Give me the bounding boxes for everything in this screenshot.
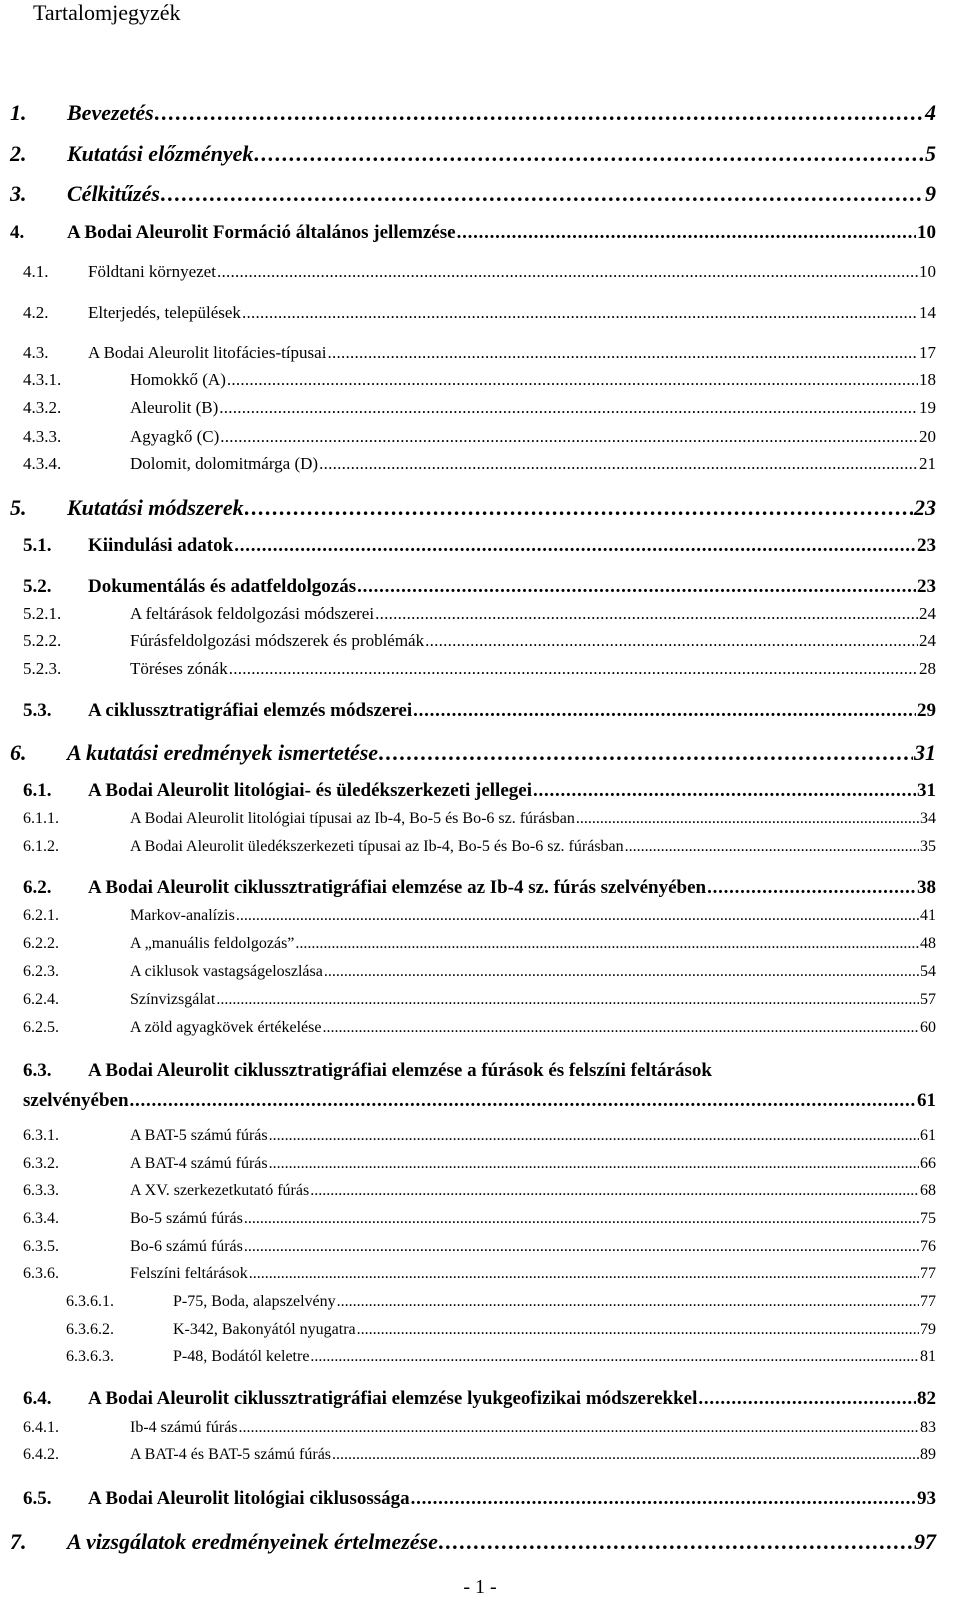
dot-leader bbox=[234, 535, 916, 557]
toc-entry-title: A zöld agyagkövek értékelése bbox=[130, 1019, 322, 1036]
toc-entry[interactable] bbox=[23, 659, 936, 679]
toc-entry[interactable] bbox=[23, 343, 936, 363]
dot-leader bbox=[269, 1127, 919, 1145]
toc-entry-title: A BAT-4 és BAT-5 számú fúrás bbox=[130, 1446, 332, 1463]
toc-entry-page: 31 bbox=[914, 740, 936, 765]
toc-entry-number: 5. bbox=[10, 495, 27, 520]
toc-entry[interactable] bbox=[23, 1127, 936, 1145]
toc-entry[interactable] bbox=[66, 1293, 936, 1311]
toc-entry[interactable] bbox=[23, 604, 936, 624]
toc-entry-page: 14 bbox=[919, 303, 936, 322]
toc-entry-title: A Bodai Aleurolit litológiai típusai az Ib-4, Bo-5 és Bo-6 sz. fúrásban bbox=[130, 810, 575, 827]
dot-leader bbox=[411, 1488, 916, 1510]
toc-entry-title: Homokkő (A) bbox=[130, 370, 226, 389]
toc-entry-page: 23 bbox=[917, 576, 936, 597]
toc-entry-page: 20 bbox=[919, 427, 936, 446]
dot-leader bbox=[245, 495, 913, 521]
toc-entry-page: 5 bbox=[925, 141, 936, 166]
toc-entry-page: 77 bbox=[920, 1265, 936, 1282]
toc-entry-number: 6.3.5. bbox=[23, 1238, 59, 1255]
toc-entry-page: 75 bbox=[920, 1210, 936, 1227]
toc-entry-number: 6.1.1. bbox=[23, 810, 59, 827]
toc-entry-page: 23 bbox=[914, 495, 936, 520]
toc-entry[interactable] bbox=[23, 700, 936, 722]
toc-entry[interactable] bbox=[10, 1529, 936, 1555]
toc-entry-page: 61 bbox=[920, 1127, 936, 1144]
dot-leader bbox=[244, 1238, 919, 1256]
toc-entry-number: 6.3.4. bbox=[23, 1210, 59, 1227]
toc-entry[interactable] bbox=[23, 427, 936, 447]
toc-entry-page: 68 bbox=[920, 1182, 936, 1199]
toc-entry-page: 77 bbox=[920, 1293, 936, 1310]
toc-entry[interactable] bbox=[23, 1182, 936, 1200]
toc-entry-title: Színvizsgálat bbox=[130, 991, 216, 1008]
toc-entry-number: 6.2.2. bbox=[23, 935, 59, 952]
dot-leader bbox=[216, 991, 919, 1009]
toc-entry-number: 4.3.4. bbox=[23, 454, 62, 473]
toc-entry-title: P-48, Bodától keletre bbox=[173, 1348, 310, 1365]
toc-entry-page: 4 bbox=[925, 100, 936, 125]
dot-leader bbox=[375, 604, 918, 624]
toc-entry-page: 57 bbox=[920, 991, 936, 1008]
toc-entry-title: A Bodai Aleurolit üledékszerkezeti típusai az Ib-4, Bo-5 és Bo-6 sz. fúrásban bbox=[130, 838, 624, 855]
toc-entry-title: Célkitűzés bbox=[67, 181, 160, 206]
toc-entry-title-continued: szelvényében bbox=[23, 1090, 129, 1111]
dot-leader bbox=[457, 222, 916, 244]
dot-leader bbox=[249, 1265, 919, 1283]
toc-entry[interactable] bbox=[23, 963, 936, 981]
toc-entry-title: Földtani környezet bbox=[88, 262, 216, 281]
toc-entry-number: 6.2.1. bbox=[23, 907, 59, 924]
toc-entry-title: Elterjedés, települések bbox=[88, 303, 241, 322]
toc-entry[interactable] bbox=[10, 141, 936, 167]
toc-entry-number: 4.1. bbox=[23, 262, 49, 281]
toc-entry-number: 6.3.3. bbox=[23, 1182, 59, 1199]
toc-entry[interactable] bbox=[23, 454, 936, 474]
toc-entry-title: Töréses zónák bbox=[130, 659, 228, 678]
toc-entry-page: 31 bbox=[917, 780, 936, 801]
toc-entry-title: A XV. szerkezetkutató fúrás bbox=[130, 1182, 310, 1199]
dot-leader bbox=[220, 427, 918, 447]
dot-leader bbox=[227, 370, 918, 390]
dot-leader bbox=[217, 262, 918, 282]
toc-entry-number: 4.2. bbox=[23, 303, 49, 322]
toc-entry[interactable] bbox=[23, 1060, 712, 1082]
toc-entry-number: 6.3.6.2. bbox=[66, 1321, 114, 1338]
dot-leader bbox=[357, 1321, 919, 1339]
toc-entry-page: 18 bbox=[919, 370, 936, 389]
toc-entry-title: P-75, Boda, alapszelvény bbox=[173, 1293, 336, 1310]
toc-entry-title: Felszíni feltárások bbox=[130, 1265, 248, 1282]
dot-leader bbox=[533, 780, 916, 802]
dot-leader bbox=[379, 740, 913, 766]
toc-entry[interactable] bbox=[10, 100, 936, 126]
toc-entry[interactable] bbox=[23, 1210, 936, 1228]
toc-entry-page: 21 bbox=[919, 454, 936, 473]
dot-leader bbox=[295, 935, 919, 953]
toc-entry[interactable] bbox=[23, 1488, 936, 1510]
toc-entry-page: 97 bbox=[914, 1529, 936, 1554]
dot-leader bbox=[219, 398, 918, 418]
toc-entry-title: A Bodai Aleurolit litológiai ciklusossága bbox=[88, 1488, 410, 1509]
toc-entry-title: Kutatási módszerek bbox=[67, 495, 244, 520]
toc-entry-number: 4.3.1. bbox=[23, 370, 62, 389]
dot-leader bbox=[310, 1348, 919, 1366]
dot-leader bbox=[332, 1446, 919, 1464]
toc-entry-number: 6.4.1. bbox=[23, 1419, 59, 1436]
toc-entry[interactable] bbox=[10, 181, 936, 207]
dot-leader bbox=[425, 631, 918, 651]
dot-leader bbox=[324, 963, 919, 981]
toc-entry-title: A feltárások feldolgozási módszerei bbox=[130, 604, 375, 623]
toc-entry[interactable] bbox=[23, 907, 936, 925]
toc-entry-page: 76 bbox=[920, 1238, 936, 1255]
toc-entry[interactable] bbox=[23, 1419, 936, 1437]
toc-entry[interactable] bbox=[23, 1238, 936, 1256]
toc-entry-page: 24 bbox=[919, 604, 936, 623]
toc-entry-page: 48 bbox=[920, 935, 936, 952]
toc-entry-title: Markov-analízis bbox=[130, 907, 235, 924]
toc-entry-page: 17 bbox=[919, 343, 936, 362]
toc-entry-title: A BAT-4 számú fúrás bbox=[130, 1155, 268, 1172]
toc-entry-number: 6.2.4. bbox=[23, 991, 59, 1008]
page-number-footer: - 1 - bbox=[463, 1576, 497, 1598]
toc-entry-page: 93 bbox=[917, 1488, 936, 1509]
toc-entry-page: 38 bbox=[917, 877, 936, 898]
toc-entry-title: A Bodai Aleurolit litofácies-típusai bbox=[88, 343, 327, 362]
toc-entry-page: 81 bbox=[920, 1348, 936, 1365]
toc-entry-number: 1. bbox=[10, 100, 27, 125]
toc-entry-title: Dolomit, dolomitmárga (D) bbox=[130, 454, 319, 473]
dot-leader bbox=[698, 1388, 916, 1410]
toc-entry[interactable] bbox=[23, 370, 936, 390]
toc-entry-title: A „manuális feldolgozás” bbox=[130, 935, 295, 952]
toc-entry-number: 2. bbox=[10, 141, 27, 166]
toc-entry-number: 6.1.2. bbox=[23, 838, 59, 855]
toc-entry-number: 5.2. bbox=[23, 576, 52, 597]
toc-entry-page: 24 bbox=[919, 631, 936, 650]
toc-entry-page: 54 bbox=[920, 963, 936, 980]
dot-leader bbox=[439, 1529, 913, 1555]
toc-entry-title: A Bodai Aleurolit ciklussztratigráfiai elemzése a fúrások és felszíni feltárások bbox=[88, 1060, 712, 1081]
toc-entry[interactable] bbox=[10, 222, 936, 244]
dot-leader bbox=[310, 1182, 919, 1200]
toc-entry-title: Ib-4 számú fúrás bbox=[130, 1419, 238, 1436]
dot-leader bbox=[236, 907, 919, 925]
toc-entry-title: Dokumentálás és adatfeldolgozás bbox=[88, 576, 357, 597]
toc-entry[interactable] bbox=[23, 303, 936, 323]
toc-entry-title: A Bodai Aleurolit litológiai- és üledékszerkezeti jellegei bbox=[88, 780, 532, 801]
toc-entry[interactable] bbox=[23, 780, 936, 802]
toc-entry[interactable] bbox=[23, 631, 936, 651]
toc-entry[interactable] bbox=[23, 1446, 936, 1464]
toc-entry-title: A Bodai Aleurolit ciklussztratigráfiai elemzése lyukgeofizikai módszerekkel bbox=[88, 1388, 698, 1409]
toc-entry-title: Kiindulási adatok bbox=[88, 535, 234, 556]
dot-leader bbox=[576, 810, 919, 828]
dot-leader bbox=[319, 454, 918, 474]
toc-entry-page: 61 bbox=[917, 1090, 936, 1111]
dot-leader bbox=[155, 100, 924, 126]
toc-entry-number: 6.4. bbox=[23, 1388, 52, 1409]
toc-entry[interactable] bbox=[10, 495, 936, 521]
dot-leader bbox=[254, 141, 924, 167]
toc-entry-page: 35 bbox=[920, 838, 936, 855]
dot-leader bbox=[161, 181, 924, 207]
toc-entry-page: 83 bbox=[920, 1419, 936, 1436]
toc-entry-page: 9 bbox=[925, 181, 936, 206]
toc-entry-number: 7. bbox=[10, 1529, 27, 1554]
toc-entry-number: 4. bbox=[10, 222, 25, 243]
toc-entry-number: 6.2. bbox=[23, 877, 52, 898]
toc-entry-number: 6.3.6.1. bbox=[66, 1293, 114, 1310]
toc-entry-number: 6.3. bbox=[23, 1060, 52, 1081]
toc-entry[interactable] bbox=[23, 576, 936, 598]
toc-entry-title: A vizsgálatok eredményeinek értelmezése bbox=[67, 1529, 438, 1554]
dot-leader bbox=[625, 838, 919, 856]
toc-entry[interactable] bbox=[23, 838, 936, 856]
dot-leader bbox=[322, 1019, 919, 1037]
toc-entry[interactable] bbox=[66, 1321, 936, 1339]
toc-entry-number: 6.3.6.3. bbox=[66, 1348, 114, 1365]
toc-entry-title: Kutatási előzmények bbox=[67, 141, 254, 166]
toc-entry-continuation[interactable] bbox=[23, 1090, 936, 1112]
toc-entry-number: 6.3.1. bbox=[23, 1127, 59, 1144]
dot-leader bbox=[229, 659, 918, 679]
page-title: Tartalomjegyzék bbox=[33, 0, 181, 25]
toc-entry-title: A ciklussztratigráfiai elemzés módszerei bbox=[88, 700, 413, 721]
toc-entry-page: 60 bbox=[920, 1019, 936, 1036]
dot-leader bbox=[242, 303, 918, 323]
toc-entry[interactable] bbox=[23, 877, 936, 899]
toc-entry-page: 89 bbox=[920, 1446, 936, 1463]
toc-entry-number: 6. bbox=[10, 740, 27, 765]
toc-entry-title: Agyagkő (C) bbox=[130, 427, 220, 446]
toc-entry-title: A kutatási eredmények ismertetése bbox=[67, 740, 379, 765]
toc-entry-number: 5.2.1. bbox=[23, 604, 62, 623]
toc-entry-page: 28 bbox=[919, 659, 936, 678]
toc-entry-title: Bo-6 számú fúrás bbox=[130, 1238, 243, 1255]
toc-entry-page: 41 bbox=[920, 907, 936, 924]
toc-entry[interactable] bbox=[23, 262, 936, 282]
toc-entry-title: A ciklusok vastagságeloszlása bbox=[130, 963, 323, 980]
dot-leader bbox=[239, 1419, 919, 1437]
toc-entry-number: 6.3.2. bbox=[23, 1155, 59, 1172]
toc-entry[interactable] bbox=[23, 935, 936, 953]
dot-leader bbox=[244, 1210, 919, 1228]
dot-leader bbox=[327, 343, 918, 363]
toc-entry-number: 4.3.3. bbox=[23, 427, 62, 446]
toc-entry-page: 10 bbox=[919, 262, 936, 281]
dot-leader bbox=[357, 576, 916, 598]
dot-leader bbox=[707, 877, 916, 899]
toc-entry[interactable] bbox=[23, 1019, 936, 1037]
dot-leader bbox=[269, 1155, 919, 1173]
toc-entry-title: A BAT-5 számú fúrás bbox=[130, 1127, 268, 1144]
toc-entry-number: 5.3. bbox=[23, 700, 52, 721]
toc-entry-title: Fúrásfeldolgozási módszerek és problémák bbox=[130, 631, 425, 650]
toc-entry-page: 79 bbox=[920, 1321, 936, 1338]
toc-entry[interactable] bbox=[23, 991, 936, 1009]
toc-entry-title: Bevezetés bbox=[67, 100, 154, 125]
toc-entry[interactable] bbox=[23, 535, 936, 557]
toc-entry[interactable] bbox=[23, 398, 936, 418]
toc-entry-number: 5.2.3. bbox=[23, 659, 62, 678]
toc-entry[interactable] bbox=[23, 1388, 936, 1410]
toc-entry-title: A Bodai Aleurolit Formáció általános jellemzése bbox=[67, 222, 456, 243]
toc-entry-number: 6.3.6. bbox=[23, 1265, 59, 1282]
toc-entry[interactable] bbox=[23, 1155, 936, 1173]
toc-entry-page: 29 bbox=[917, 700, 936, 721]
toc-entry-page: 19 bbox=[919, 398, 936, 417]
toc-entry-number: 3. bbox=[10, 181, 27, 206]
toc-entry[interactable] bbox=[23, 1265, 936, 1283]
toc-entry-number: 6.5. bbox=[23, 1488, 52, 1509]
toc-entry-number: 5.1. bbox=[23, 535, 52, 556]
toc-entry-page: 23 bbox=[917, 535, 936, 556]
dot-leader bbox=[413, 700, 916, 722]
toc-entry-title: Bo-5 számú fúrás bbox=[130, 1210, 243, 1227]
toc-entry-page: 10 bbox=[917, 222, 936, 243]
toc-entry-title: A Bodai Aleurolit ciklussztratigráfiai elemzése az Ib-4 sz. fúrás szelvényében bbox=[88, 877, 707, 898]
toc-entry-number: 6.2.5. bbox=[23, 1019, 59, 1036]
toc-entry-number: 6.4.2. bbox=[23, 1446, 59, 1463]
toc-entry-title: Aleurolit (B) bbox=[130, 398, 219, 417]
toc-entry-page: 34 bbox=[920, 810, 936, 827]
toc-entry-number: 5.2.2. bbox=[23, 631, 62, 650]
toc-entry[interactable] bbox=[23, 810, 936, 828]
toc-entry-number: 4.3.2. bbox=[23, 398, 62, 417]
toc-entry[interactable] bbox=[10, 740, 936, 766]
toc-entry-title: K-342, Bakonyától nyugatra bbox=[173, 1321, 356, 1338]
toc-entry-page: 82 bbox=[917, 1388, 936, 1409]
dot-leader bbox=[337, 1293, 919, 1311]
dot-leader bbox=[130, 1090, 916, 1112]
toc-entry-page: 66 bbox=[920, 1155, 936, 1172]
toc-entry-number: 4.3. bbox=[23, 343, 49, 362]
toc-entry-number: 6.1. bbox=[23, 780, 52, 801]
toc-entry[interactable] bbox=[66, 1348, 936, 1366]
toc-entry-number: 6.2.3. bbox=[23, 963, 59, 980]
